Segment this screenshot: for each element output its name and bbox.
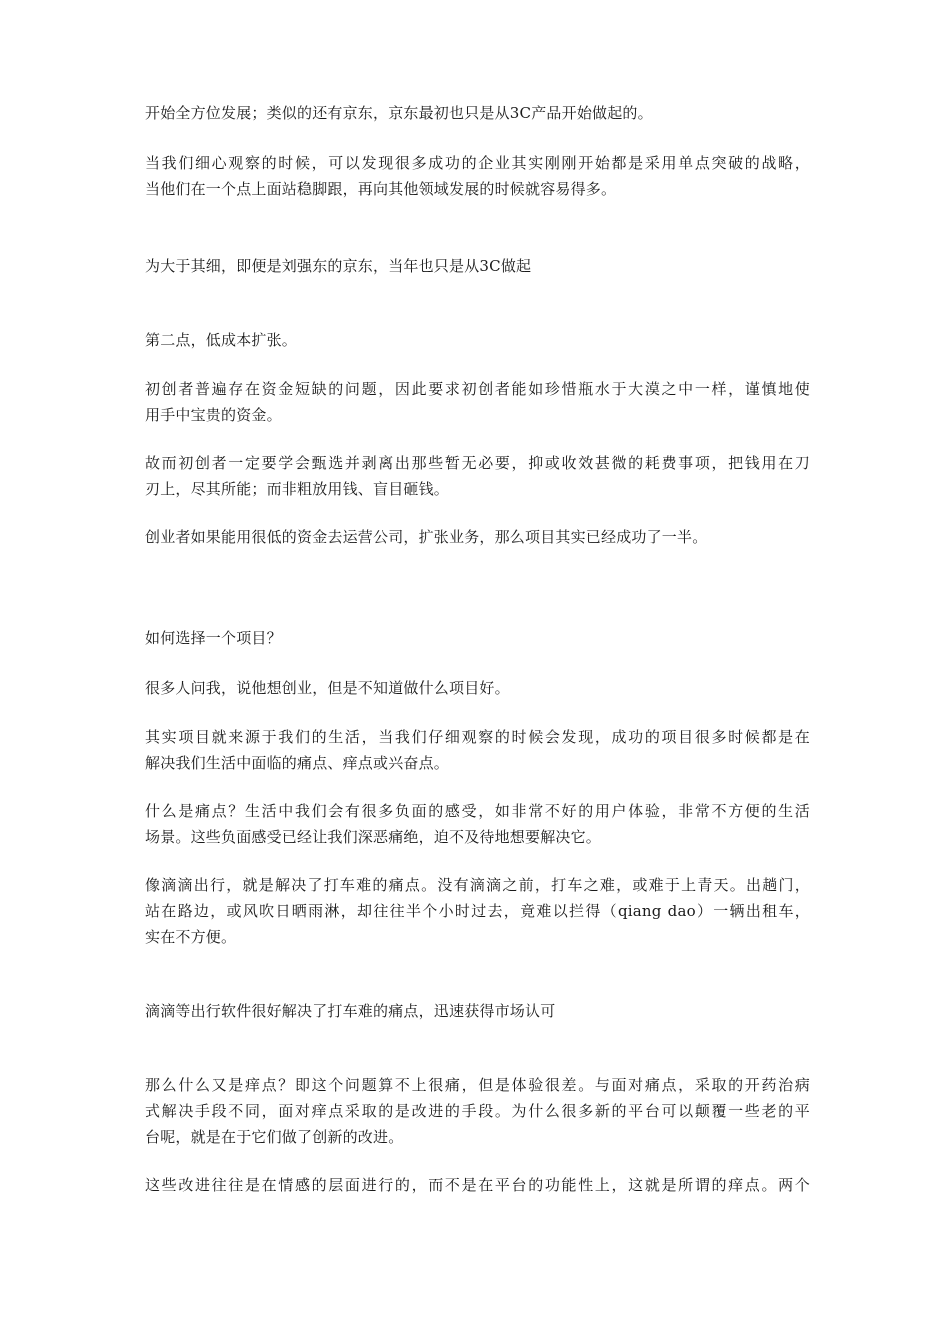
paragraph-line: 式解决手段不同，面对痒点采取的是改进的手段。为什么很多新的平台可以颠覆一些老的平 (145, 1102, 810, 1120)
paragraph-7 (145, 524, 810, 550)
paragraph-9 (145, 675, 810, 701)
paragraph-line: 如何选择一个项目？ (145, 629, 282, 647)
paragraph-line: 当他们在一个点上面站稳脚跟，再向其他领域发展的时候就容易得多。 (145, 180, 617, 198)
paragraph-15 (145, 1172, 810, 1198)
paragraph-13 (145, 998, 810, 1024)
paragraph-line: 实在不方便。 (145, 928, 237, 946)
paragraph-line: 第二点，低成本扩张。 (145, 331, 298, 349)
paragraph-1 (145, 100, 810, 126)
paragraph-12 (145, 872, 810, 950)
paragraph-line: 其实项目就来源于我们的生活，当我们仔细观察的时候会发现，成功的项目很多时候都是在 (145, 728, 810, 746)
paragraph-10 (145, 724, 810, 776)
paragraph-2 (145, 150, 810, 202)
paragraph-line: 用手中宝贵的资金。 (145, 406, 282, 424)
paragraph-line: 滴滴等出行软件很好解决了打车难的痛点，迅速获得市场认可 (145, 1002, 556, 1020)
paragraph-14 (145, 1072, 810, 1150)
paragraph-line: 站在路边，或风吹日晒雨淋，却往往半个小时过去，竟难以拦得（qiang dao）一辆出租车， (145, 902, 810, 920)
paragraph-line: 初创者普遍存在资金短缺的问题，因此要求初创者能如珍惜瓶水于大漠之中一样，谨慎地使 (145, 380, 810, 398)
paragraph-line: 那么什么又是痒点？即这个问题算不上很痛，但是体验很差。与面对痛点，采取的开药治病 (145, 1076, 810, 1094)
paragraph-line: 像滴滴出行，就是解决了打车难的痛点。没有滴滴之前，打车之难，或难于上青天。出趟门， (145, 876, 810, 894)
paragraph-line: 刃上，尽其所能；而非粗放用钱、盲目砸钱。 (145, 480, 450, 498)
paragraph-line: 什么是痛点？生活中我们会有很多负面的感受，如非常不好的用户体验，非常不方便的生活 (145, 802, 810, 820)
paragraph-line: 为大于其细，即便是刘强东的京东，当年也只是从3C做起 (145, 257, 532, 275)
paragraph-line: 故而初创者一定要学会甄选并剥离出那些暂无必要，抑或收效甚微的耗费事项，把钱用在刀 (145, 454, 810, 472)
paragraph-line: 台呢，就是在于它们做了创新的改进。 (145, 1128, 404, 1146)
paragraph-5 (145, 376, 810, 428)
paragraph-line: 当我们细心观察的时候，可以发现很多成功的企业其实刚刚开始都是采用单点突破的战略， (145, 154, 810, 172)
paragraph-line: 这些改进往往是在情感的层面进行的，而不是在平台的功能性上，这就是所谓的痒点。两个 (145, 1176, 810, 1194)
paragraph-line: 创业者如果能用很低的资金去运营公司，扩张业务，那么项目其实已经成功了一半。 (145, 528, 708, 546)
paragraph-line: 解决我们生活中面临的痛点、痒点或兴奋点。 (145, 754, 450, 772)
paragraph-line: 很多人问我，说他想创业，但是不知道做什么项目好。 (145, 679, 510, 697)
paragraph-6 (145, 450, 810, 502)
paragraph-8 (145, 625, 810, 651)
paragraph-line: 开始全方位发展；类似的还有京东，京东最初也只是从3C产品开始做起的。 (145, 104, 653, 122)
paragraph-11 (145, 798, 810, 850)
paragraph-line: 场景。这些负面感受已经让我们深恶痛绝，迫不及待地想要解决它。 (145, 828, 602, 846)
paragraph-4 (145, 327, 810, 353)
paragraph-3 (145, 253, 810, 279)
